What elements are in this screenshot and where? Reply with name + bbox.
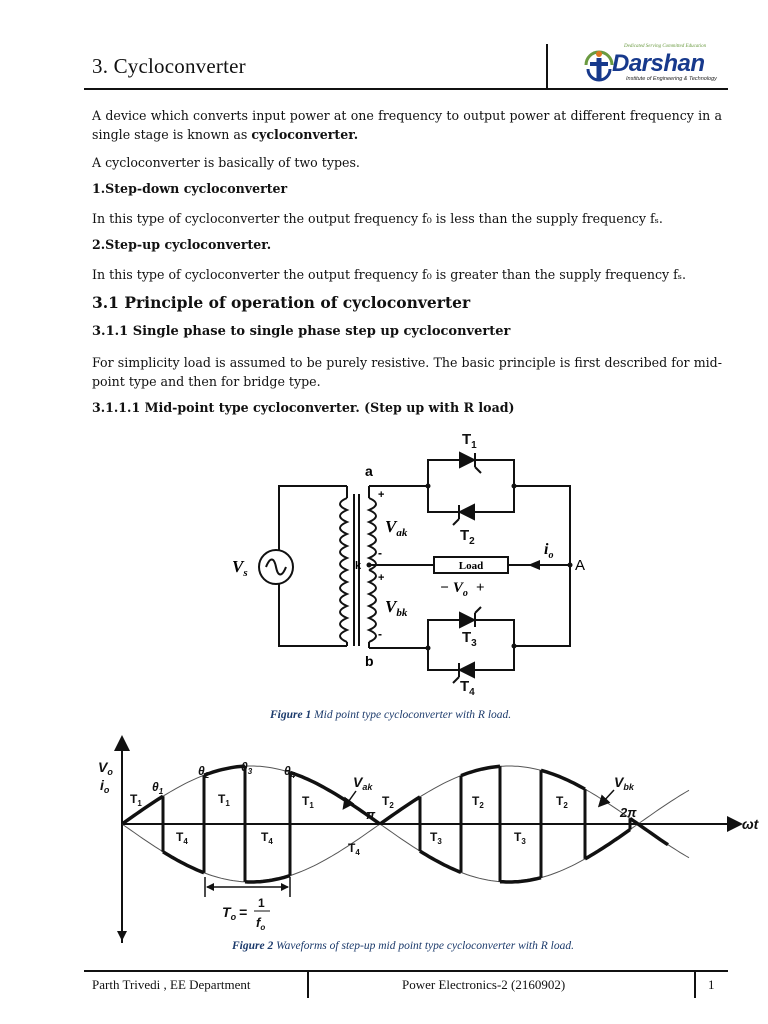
to-formula [222, 896, 270, 932]
io-label: $i_o$ [544, 541, 554, 561]
pi-label: π [366, 807, 376, 822]
section-heading: 3.1 Principle of operation of cycloconverter [92, 293, 471, 312]
io-axis-label: $i_o$ [100, 777, 110, 795]
logo-subtitle: Institute of Engineering & Technology [626, 76, 717, 82]
svg-text:To=: $T_o$ = [222, 904, 248, 922]
seg-t1-c: $T_1$ [302, 794, 314, 810]
wt-label: ωt [742, 816, 759, 832]
load-label: Load [458, 560, 484, 572]
t4-label: $T_4$ [460, 678, 475, 698]
seg-t4-a: $T_4$ [176, 830, 188, 846]
theta4-label: $\theta_4$ [284, 764, 296, 780]
seg-t2-c: $T_2$ [556, 794, 568, 810]
figure1-caption: Figure 1 Mid point type cycloconverter with R load. [270, 709, 512, 721]
subsection-heading: 3.1.1 Single phase to single phase step up cycloconverter [92, 324, 511, 339]
vak-minus: - [378, 546, 382, 560]
type1-heading: 1.Step-down cycloconverter [92, 181, 288, 196]
t1-label: $T_1$ [462, 431, 477, 451]
node-b-label: b [365, 653, 374, 669]
vak-label: $V_{ak}$ [385, 517, 408, 539]
page-header-title: 3. Cycloconverter [92, 54, 246, 78]
seg-t3-a: $T_3$ [430, 830, 442, 846]
node-k-label: k [355, 560, 362, 572]
vbk-plus: + [378, 572, 385, 584]
subsubsection-heading: 3.1.1.1 Mid-point type cycloconverter. (Step up with R load) [92, 400, 515, 415]
footer-divider-1 [307, 972, 309, 998]
figure1-circuit-diagram [0, 420, 768, 710]
twopi-label: 2π [620, 805, 637, 820]
seg-t1-b: $T_1$ [218, 792, 230, 808]
seg-t4-c: $T_4$ [348, 841, 360, 857]
logo-name: Darshan [612, 50, 705, 77]
footer-course: Power Electronics-2 (2160902) [402, 977, 566, 992]
intro-term: cycloconverter. [251, 127, 359, 142]
vbk-minus: - [378, 627, 382, 641]
seg-t2-b: $T_2$ [472, 794, 484, 810]
svg-text:fo: $f_o$ [256, 915, 266, 932]
footer-author: Parth Trivedi , EE Department [92, 977, 251, 992]
vs-label: $V_s$ [232, 557, 248, 579]
seg-t3-b: $T_3$ [514, 830, 526, 846]
vbk-wave-label: $V_{bk}$ [614, 774, 634, 792]
vo-label: − $V_o$ + [440, 580, 485, 599]
logo-tagline: Dedicated Serving Committed Education [624, 44, 707, 49]
seg-t1-a: $T_1$ [130, 792, 142, 808]
institute-logo [580, 44, 728, 84]
node-A-label: A [575, 557, 586, 574]
header-divider [546, 44, 548, 88]
vak-plus: + [378, 489, 385, 501]
intro-text: A device which converts input power at one frequency to output power at different frequency in a single stage is known as [92, 108, 722, 142]
vo-axis-label: $V_o$ [98, 759, 113, 777]
node-a-label: a [365, 463, 373, 479]
type2-heading: 2.Step-up cycloconverter. [92, 237, 272, 252]
header-rule [84, 88, 728, 90]
vbk-label: $V_{bk}$ [385, 597, 408, 619]
types-intro: A cycloconverter is basically of two types. [92, 155, 360, 170]
svg-text:1: 1 [258, 896, 265, 910]
seg-t4-b: $T_4$ [261, 830, 273, 846]
intro-paragraph [92, 106, 722, 144]
t2-label: $T_2$ [460, 527, 475, 547]
theta3-label: $\theta_3$ [241, 760, 253, 776]
t3-label: $T_3$ [462, 629, 477, 649]
figure2-waveform-diagram [0, 735, 768, 945]
theta2-label: $\theta_2$ [198, 764, 210, 780]
seg-t2-a: $T_2$ [382, 794, 394, 810]
type1-text: In this type of cycloconverter the output frequency f₀ is less than the supply frequency fₛ. [92, 211, 663, 226]
figure2-caption: Figure 2 Waveforms of step-up mid point type cycloconverter with R load. [232, 940, 574, 952]
type2-text: In this type of cycloconverter the output frequency f₀ is greater than the supply frequency fₛ. [92, 267, 687, 282]
principle-paragraph: For simplicity load is assumed to be purely resistive. The basic principle is first described for mid-point type and then for bridge type. [92, 355, 722, 389]
vak-wave-label: $V_{ak}$ [353, 774, 373, 792]
footer-divider-2 [694, 972, 696, 998]
theta1-label: $\theta_1$ [152, 780, 164, 796]
footer-rule [84, 970, 728, 972]
footer-page-number: 1 [708, 977, 715, 992]
logo-mark-icon [582, 48, 616, 82]
